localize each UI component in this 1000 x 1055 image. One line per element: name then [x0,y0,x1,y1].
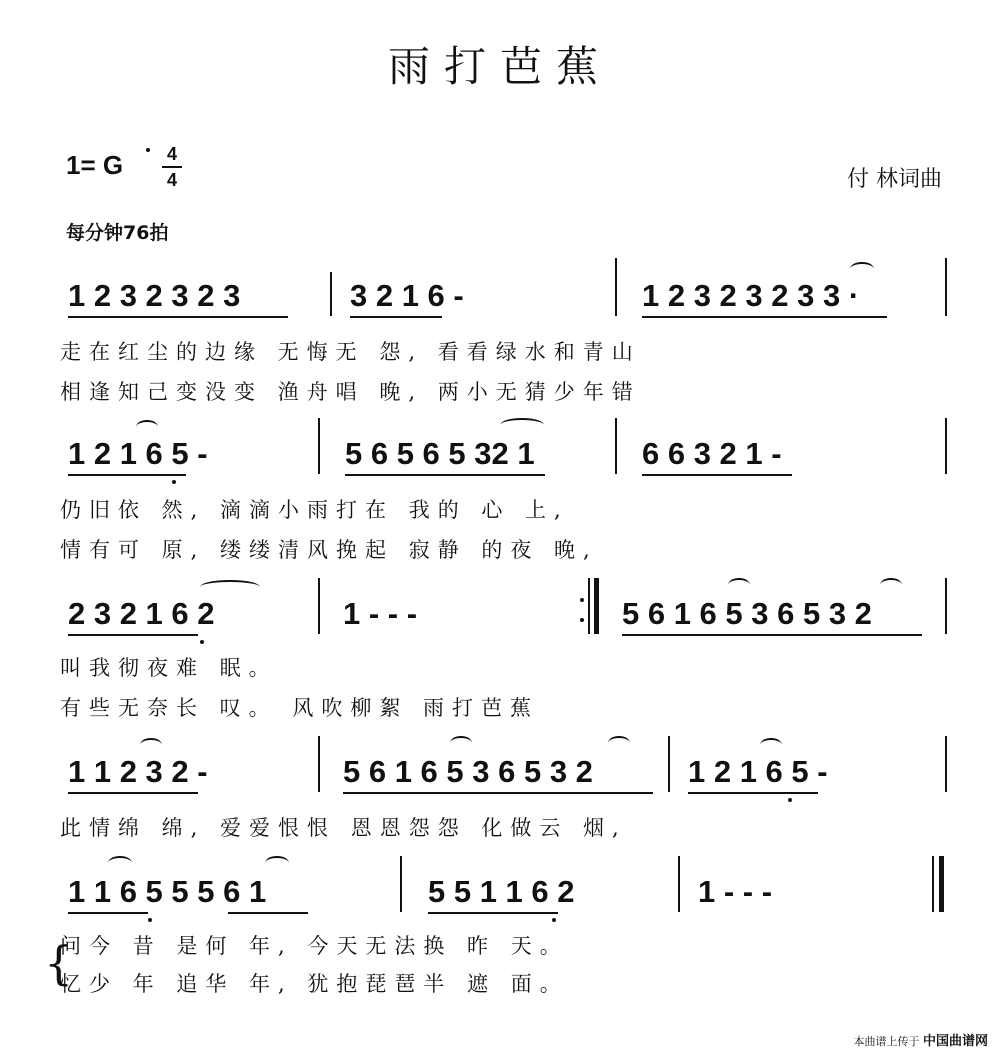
tie-arc [450,736,472,750]
underline-beat [345,474,545,476]
measure-8-notes: 1 - - - [343,596,418,631]
tie-arc [136,420,158,434]
low-octave-dot [552,918,556,922]
lyrics-verse: 此情绵 绵, 爱爱恨恨 恩恩怨怨 化做云 烟, [60,816,627,840]
low-octave-dot [172,480,176,484]
tie-arc [760,738,782,752]
repeat-barline-thick [594,578,599,634]
notes-row-4 [60,748,950,796]
low-octave-dot [200,640,204,644]
low-octave-dot [788,798,792,802]
composer-credit: 付 林词曲 [847,167,942,192]
upload-footer [853,1030,988,1049]
tie-arc [265,856,289,870]
measure-2-notes: 3 2 1 6 - [350,278,464,313]
lyrics-verse-1: 走在红尘的边缘 无悔无 怨, 看看绿水和青山 [60,340,641,364]
repeat-dot [580,618,584,622]
tie-arc [880,578,902,592]
tempo-marking: 每分钟76拍 [66,222,169,244]
lyrics-verse-2: 情有可 原, 缕缕清风挽起 寂静 的夜 晚, [60,538,598,562]
measure-4-notes: 1 2 1 6 5 - [68,436,208,471]
footer-prefix: 本曲谱上传于 [853,1035,920,1048]
lyrics-verse-2: 有些无奈长 叹。 风吹柳絮 雨打芭蕉 [60,696,540,720]
underline-beat [68,792,198,794]
barline [615,258,617,316]
measure-13-notes: 1 1 6 5 5 5 6 1 [68,874,267,909]
barline [945,258,947,316]
tie-arc [200,580,260,594]
verse-brace: { [44,936,74,990]
footer-site-logo[interactable]: 中国曲谱网 [922,1034,988,1049]
measure-14-notes: 5 5 1 1 6 2 [428,874,575,909]
underline-beat [343,792,653,794]
measure-10-notes: 1 1 2 3 2 - [68,754,208,789]
barline [945,736,947,792]
barline [330,272,332,316]
barline [678,856,680,912]
time-signature-top: 4 [166,144,177,164]
underline-beat [68,474,186,476]
key-octave-dot [146,148,150,152]
underline-beat [642,474,792,476]
measure-3-notes: 1 2 3 2 3 2 3 3 · [642,278,860,313]
underline-beat [428,912,558,914]
barline [318,578,320,634]
notes-row-2 [60,430,950,478]
measure-12-notes: 1 2 1 6 5 - [688,754,828,789]
lyrics-verse-1: 仍旧依 然, 滴滴小雨打在 我的 心 上, [60,498,569,522]
underline-beat [688,792,818,794]
underline-beat [68,316,288,318]
barline [318,418,320,474]
measure-6-notes: 6 6 3 2 1 - [642,436,782,471]
song-title: 雨打芭蕉 [387,42,612,91]
lyrics-verse-2: 忆少 年 追华 年, 犹抱琵琶半 遮 面。 [60,972,569,996]
tie-arc [108,856,132,870]
underline-beat [68,912,148,914]
barline [945,578,947,634]
repeat-dot [580,598,584,602]
notes-row-5 [60,868,950,916]
barline [668,736,670,792]
lyrics-verse-2: 相逢知己变没变 渔舟唱 晚, 两小无猜少年错 [60,380,641,404]
low-octave-dot [148,918,152,922]
measure-5-notes: 5 6 5 6 5 32 1 [345,436,535,471]
key-signature: 1= G [66,150,124,180]
underline-beat [350,316,442,318]
underline-beat [228,912,308,914]
measure-7-notes: 2 3 2 1 6 2 [68,596,215,631]
repeat-barline-thin [588,578,590,634]
notes-row-3 [60,590,950,638]
underline-beat [68,634,198,636]
measure-9-notes: 5 6 1 6 5 3 6 5 3 2 [622,596,872,631]
tie-arc [608,736,630,750]
notes-row-1 [60,272,950,320]
tie-arc [850,262,874,276]
barline [400,856,402,912]
final-barline-thick [939,856,944,912]
tie-arc [140,738,162,752]
measure-1-notes: 1 2 3 2 3 2 3 [68,278,241,313]
barline [615,418,617,474]
time-signature [162,143,182,191]
time-signature-line [162,166,182,168]
barline [318,736,320,792]
measure-11-notes: 5 6 1 6 5 3 6 5 3 2 [343,754,593,789]
barline [945,418,947,474]
underline-beat [622,634,922,636]
tie-arc [500,418,544,432]
tie-arc [728,578,750,592]
lyrics-verse-1: 问今 昔 是何 年, 今天无法换 昨 天。 [60,934,569,958]
lyrics-verse-1: 叫我彻夜难 眠。 [60,656,278,680]
underline-beat [642,316,887,318]
final-barline-thin [932,856,934,912]
measure-15-notes: 1 - - - [698,874,773,909]
time-signature-bottom: 4 [166,170,177,190]
